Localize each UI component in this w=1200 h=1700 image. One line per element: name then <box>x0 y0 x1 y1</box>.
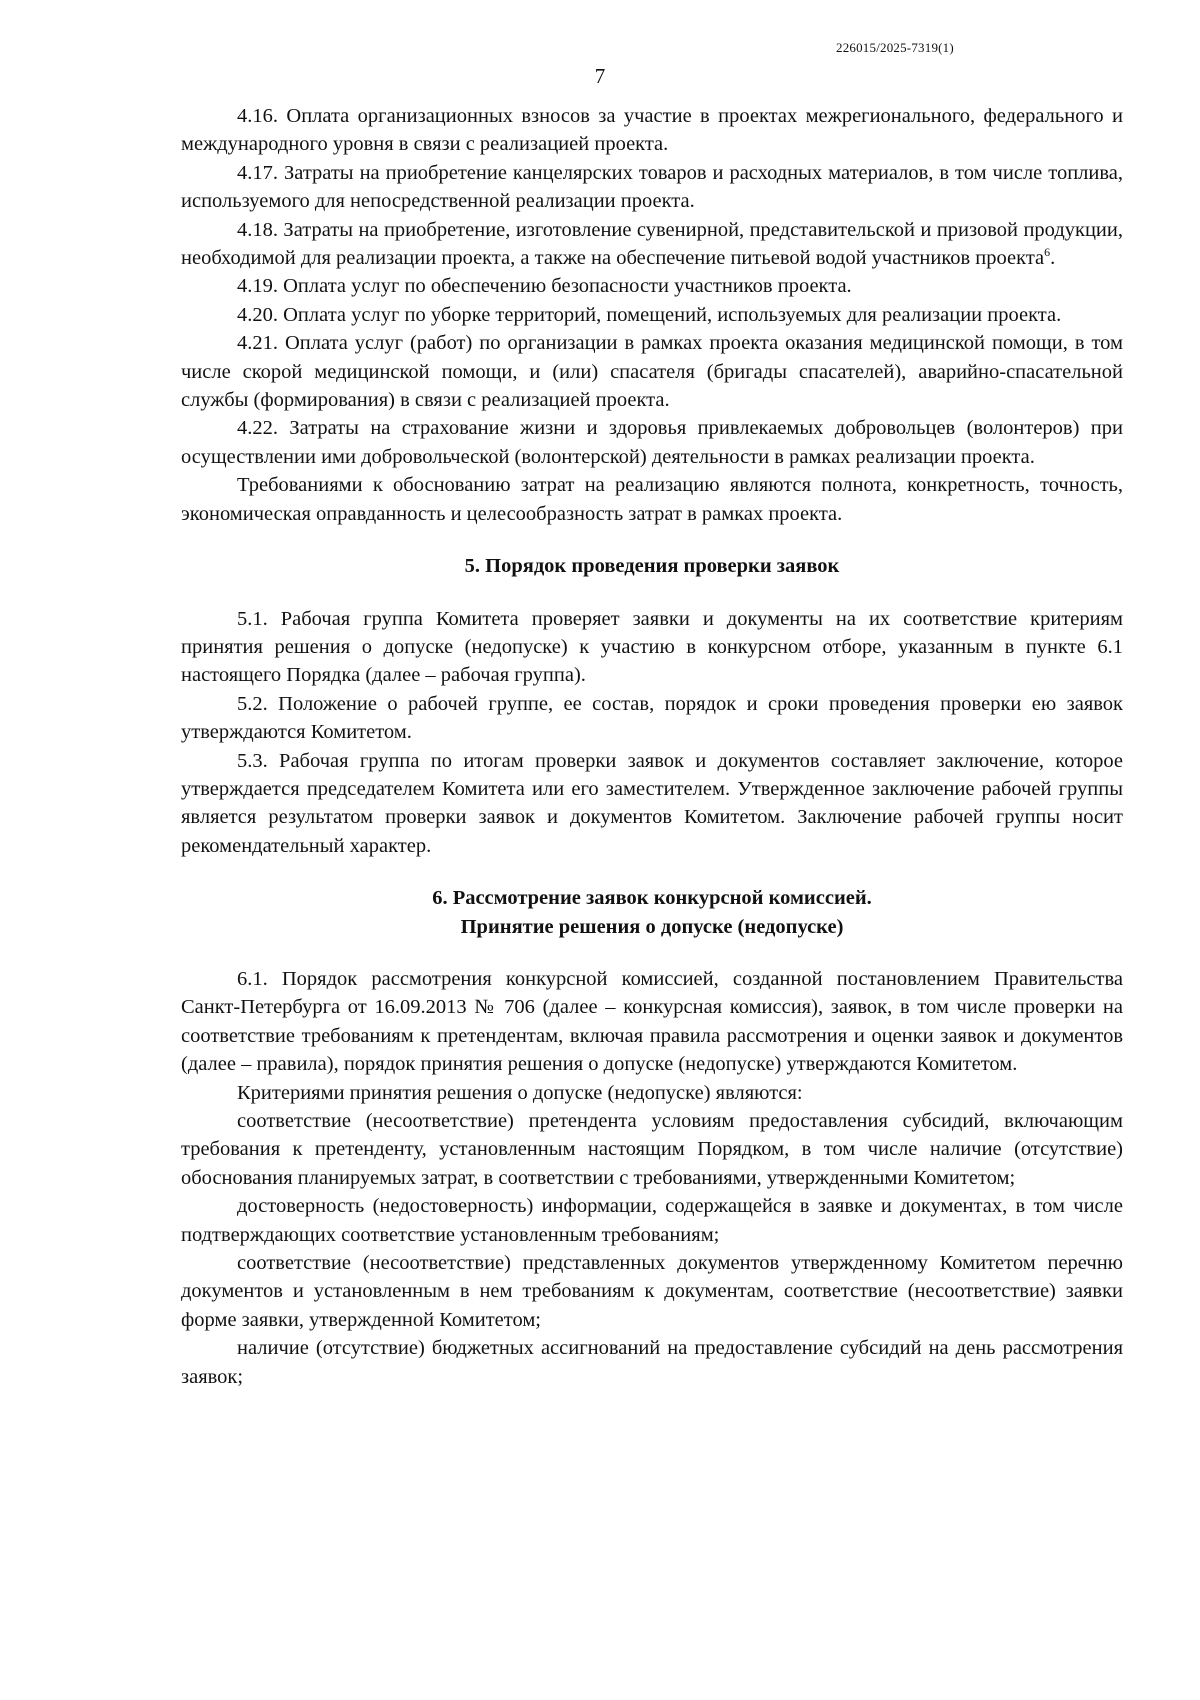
paragraph-4-19: 4.19. Оплата услуг по обеспечению безопасности участников проекта. <box>237 275 852 298</box>
paragraph-criterion-1: соответствие (несоответствие) претендента условиям предоставления субсидий, включающим требования к претенденту, установленным настоящим Порядком, в том числе наличие (отсутствие) обоснования планируемых затрат, в соответствии с требованиями, утвержденными Комитетом; <box>181 1110 1123 1189</box>
page-number: 7 <box>594 64 606 88</box>
paragraph-4-17: 4.17. Затраты на приобретение канцелярских товаров и расходных материалов, в том числе топлива, используемого для непосредственной реализации проекта. <box>181 161 1123 213</box>
paragraph-4-21: 4.21. Оплата услуг (работ) по организации в рамках проекта оказания медицинской помощи, в том числе скорой медицинской помощи, и (или) спасателя (бригады спасателей), аварийно-спасательной службы (формирования) в связи с реализацией проекта. <box>181 332 1123 412</box>
paragraph-4-22: 4.22. Затраты на страхование жизни и здоровья привлекаемых добровольцев (волонтеров) при осуществлении ими добровольческой (волонтерской) деятельности в рамках реализации проекта. <box>181 417 1123 468</box>
section-6-heading-line-1: 6. Рассмотрение заявок конкурсной комиссией. <box>432 887 872 910</box>
section-6-heading-line-2: Принятие решения о допуске (недопуске) <box>460 915 844 938</box>
paragraph-4-18-text: 4.18. Затраты на приобретение, изготовление сувенирной, представительской и призовой продукции, необходимой для реализации проекта, а также на обеспечение питьевой водой участников проекта <box>181 218 1123 270</box>
paragraph-5-3: 5.3. Рабочая группа по итогам проверки заявок и документов составляет заключение, которое утверждается председателем Комитета или его заместителем. Утвержденное заключение рабочей группы является результатом проверки заявок и документов Комитетом. Заключение рабочей группы носит рекомендательный характер. <box>181 749 1123 857</box>
paragraph-5-1: 5.1. Рабочая группа Комитета проверяет заявки и документы на их соответствие критериям принятия решения о допуске (недопуске) к участию в конкурсном отборе, указанным в пункте 6.1 настоящего Порядка (далее – рабочая группа). <box>181 607 1123 687</box>
section-5-heading: 5. Порядок проведения проверки заявок <box>464 555 840 578</box>
section-6-heading <box>181 884 1123 941</box>
paragraph-5-2: 5.2. Положение о рабочей группе, ее состав, порядок и сроки проведения проверки ею заявок утверждаются Комитетом. <box>181 692 1123 744</box>
paragraph-4-18-end: . <box>1050 247 1056 270</box>
footnote-marker: 6 <box>1044 245 1051 260</box>
paragraph-4-16: 4.16. Оплата организационных взносов за участие в проектах межрегионального, федерального и международного уровня в связи с реализацией проекта. <box>181 105 1123 156</box>
paragraph-cost-requirements: Требованиями к обоснованию затрат на реализацию являются полнота, конкретность, точность, экономическая оправданность и целесообразность затрат в рамках проекта. <box>181 474 1123 525</box>
paragraph-criterion-2: достоверность (недостоверность) информации, содержащейся в заявке и документах, в том числе подтверждающих соответствие установленным требованиям; <box>181 1195 1123 1246</box>
paragraph-criteria-intro: Критериями принятия решения о допуске (недопуске) являются: <box>237 1081 803 1104</box>
document-registration-number: 226015/2025-7319(1) <box>836 40 954 55</box>
paragraph-criterion-4: наличие (отсутствие) бюджетных ассигнований на предоставление субсидий на день рассмотрения заявок; <box>181 1337 1123 1388</box>
paragraph-criterion-3: соответствие (несоответствие) представленных документов утвержденному Комитетом перечню документов и установленным в нем требованиям к документам, соответствие (несоответствие) заявки форме заявки, утвержденной Комитетом; <box>181 1252 1123 1331</box>
document-body <box>181 102 1123 1391</box>
paragraph-6-1: 6.1. Порядок рассмотрения конкурсной комиссией, созданной постановлением Правительства Санкт-Петербурга от 16.09.2013 № 706 (далее – конкурсная комиссия), заявок, в том числе проверки на соответствие требованиям к претендентам, включая правила рассмотрения и оценки заявок и документов (далее – правила), порядок принятия решения о допуске (недопуске) утверждаются Комитетом. <box>181 967 1123 1076</box>
paragraph-4-18 <box>181 216 1123 273</box>
paragraph-4-20: 4.20. Оплата услуг по уборке территорий, помещений, используемых для реализации проекта. <box>237 303 1062 326</box>
